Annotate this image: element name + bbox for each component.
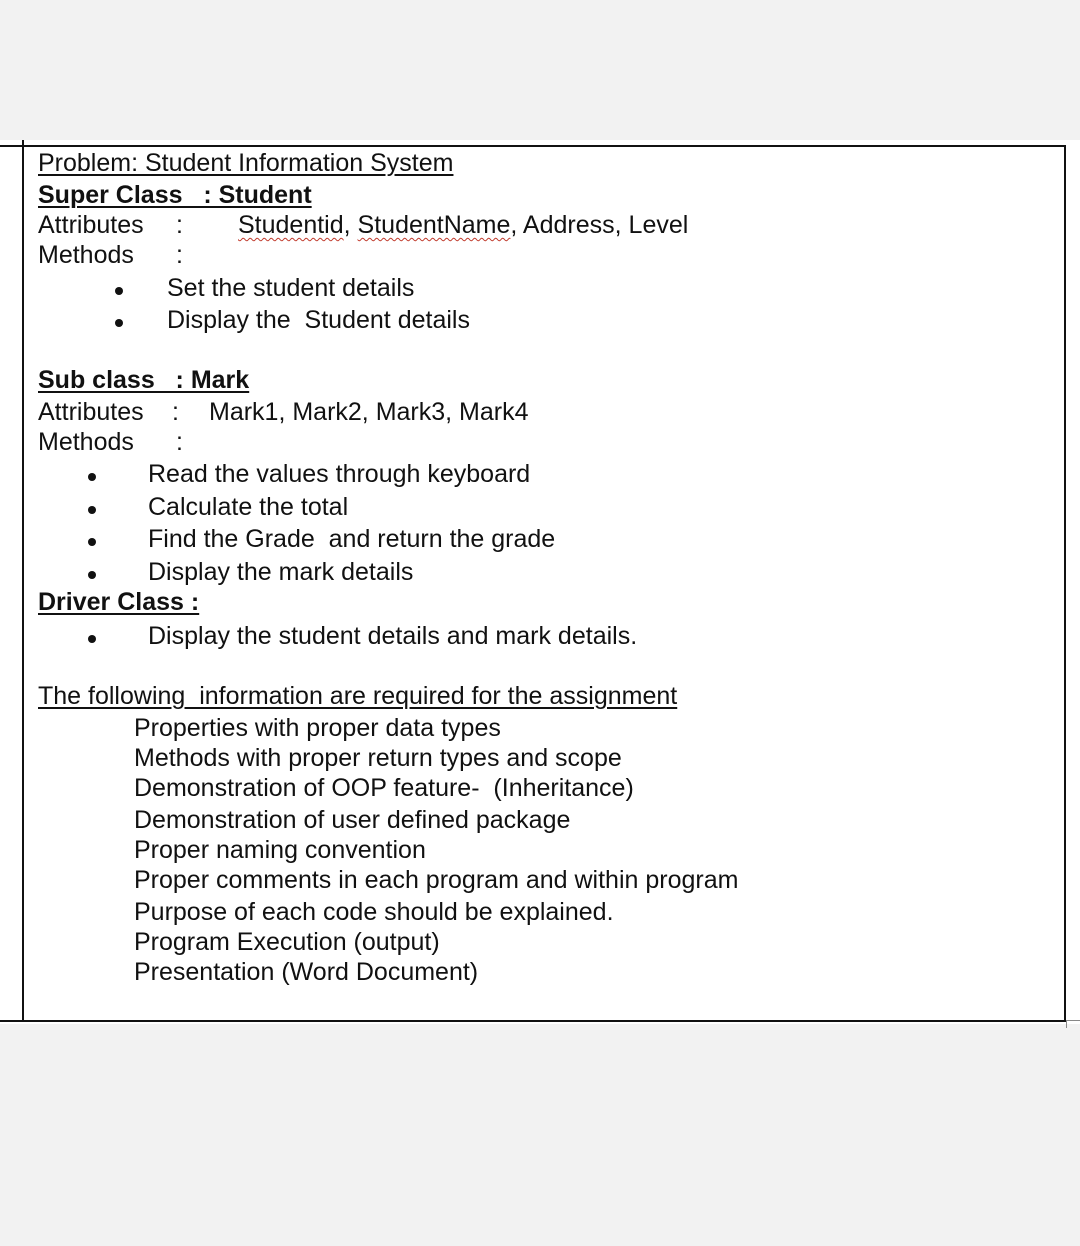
bullet-icon (88, 506, 96, 514)
requirement-item: Proper naming convention (134, 836, 426, 864)
sub-method-item: Read the values through keyboard (148, 460, 531, 488)
requirement-item: Methods with proper return types and scope (134, 744, 622, 772)
super-attributes-label: Attributes (38, 211, 144, 239)
requirement-item: Demonstration of user defined package (134, 806, 571, 834)
problem-title: Problem: Student Information System (38, 149, 454, 177)
sub-attributes-value: Mark1, Mark2, Mark3, Mark4 (209, 398, 529, 426)
table-corner-mark-vertical (1066, 1020, 1067, 1028)
requirement-item: Program Execution (output) (134, 928, 440, 956)
requirement-item: Properties with proper data types (134, 714, 501, 742)
table-corner-mark (1066, 1020, 1080, 1021)
requirement-item: Proper comments in each program and within program (134, 866, 739, 894)
super-method-item: Set the student details (167, 274, 415, 302)
table-border-bottom (0, 1020, 1066, 1022)
super-methods-colon: : (176, 241, 183, 269)
bullet-icon (88, 473, 96, 481)
super-class-heading: Super Class : Student (38, 181, 312, 209)
bullet-icon (115, 287, 123, 295)
attr-studentid: Studentid (238, 211, 344, 239)
sub-attributes-label: Attributes (38, 398, 144, 426)
bullet-icon (88, 538, 96, 546)
sub-methods-colon: : (176, 428, 183, 456)
bullet-icon (88, 571, 96, 579)
requirement-item: Purpose of each code should be explained. (134, 898, 614, 926)
sub-method-item: Find the Grade and return the grade (148, 525, 556, 553)
sub-attributes-colon: : (172, 398, 179, 426)
super-methods-label: Methods (38, 241, 134, 269)
sub-class-heading: Sub class : Mark (38, 366, 250, 394)
driver-item: Display the student details and mark details. (148, 622, 638, 650)
requirement-item: Presentation (Word Document) (134, 958, 479, 986)
super-attributes-value: Studentid, StudentName, Address, Level (238, 211, 689, 239)
requirements-heading: The following information are required for the assignment (38, 682, 678, 710)
table-border-right (1064, 145, 1066, 1022)
driver-class-heading: Driver Class : (38, 588, 200, 616)
super-attributes-colon: : (176, 211, 183, 239)
table-border-top (0, 145, 1066, 147)
attr-studentname: StudentName (357, 211, 511, 239)
table-border-left (22, 140, 24, 1022)
document-page (0, 140, 1080, 1024)
attr-rest: , Address, Level (510, 211, 689, 239)
super-method-item: Display the Student details (167, 306, 470, 334)
requirement-item: Demonstration of OOP feature- (Inheritance) (134, 774, 634, 802)
sub-method-item: Display the mark details (148, 558, 414, 586)
bullet-icon (88, 635, 96, 643)
sub-methods-label: Methods (38, 428, 134, 456)
bullet-icon (115, 319, 123, 327)
sub-method-item: Calculate the total (148, 493, 349, 521)
